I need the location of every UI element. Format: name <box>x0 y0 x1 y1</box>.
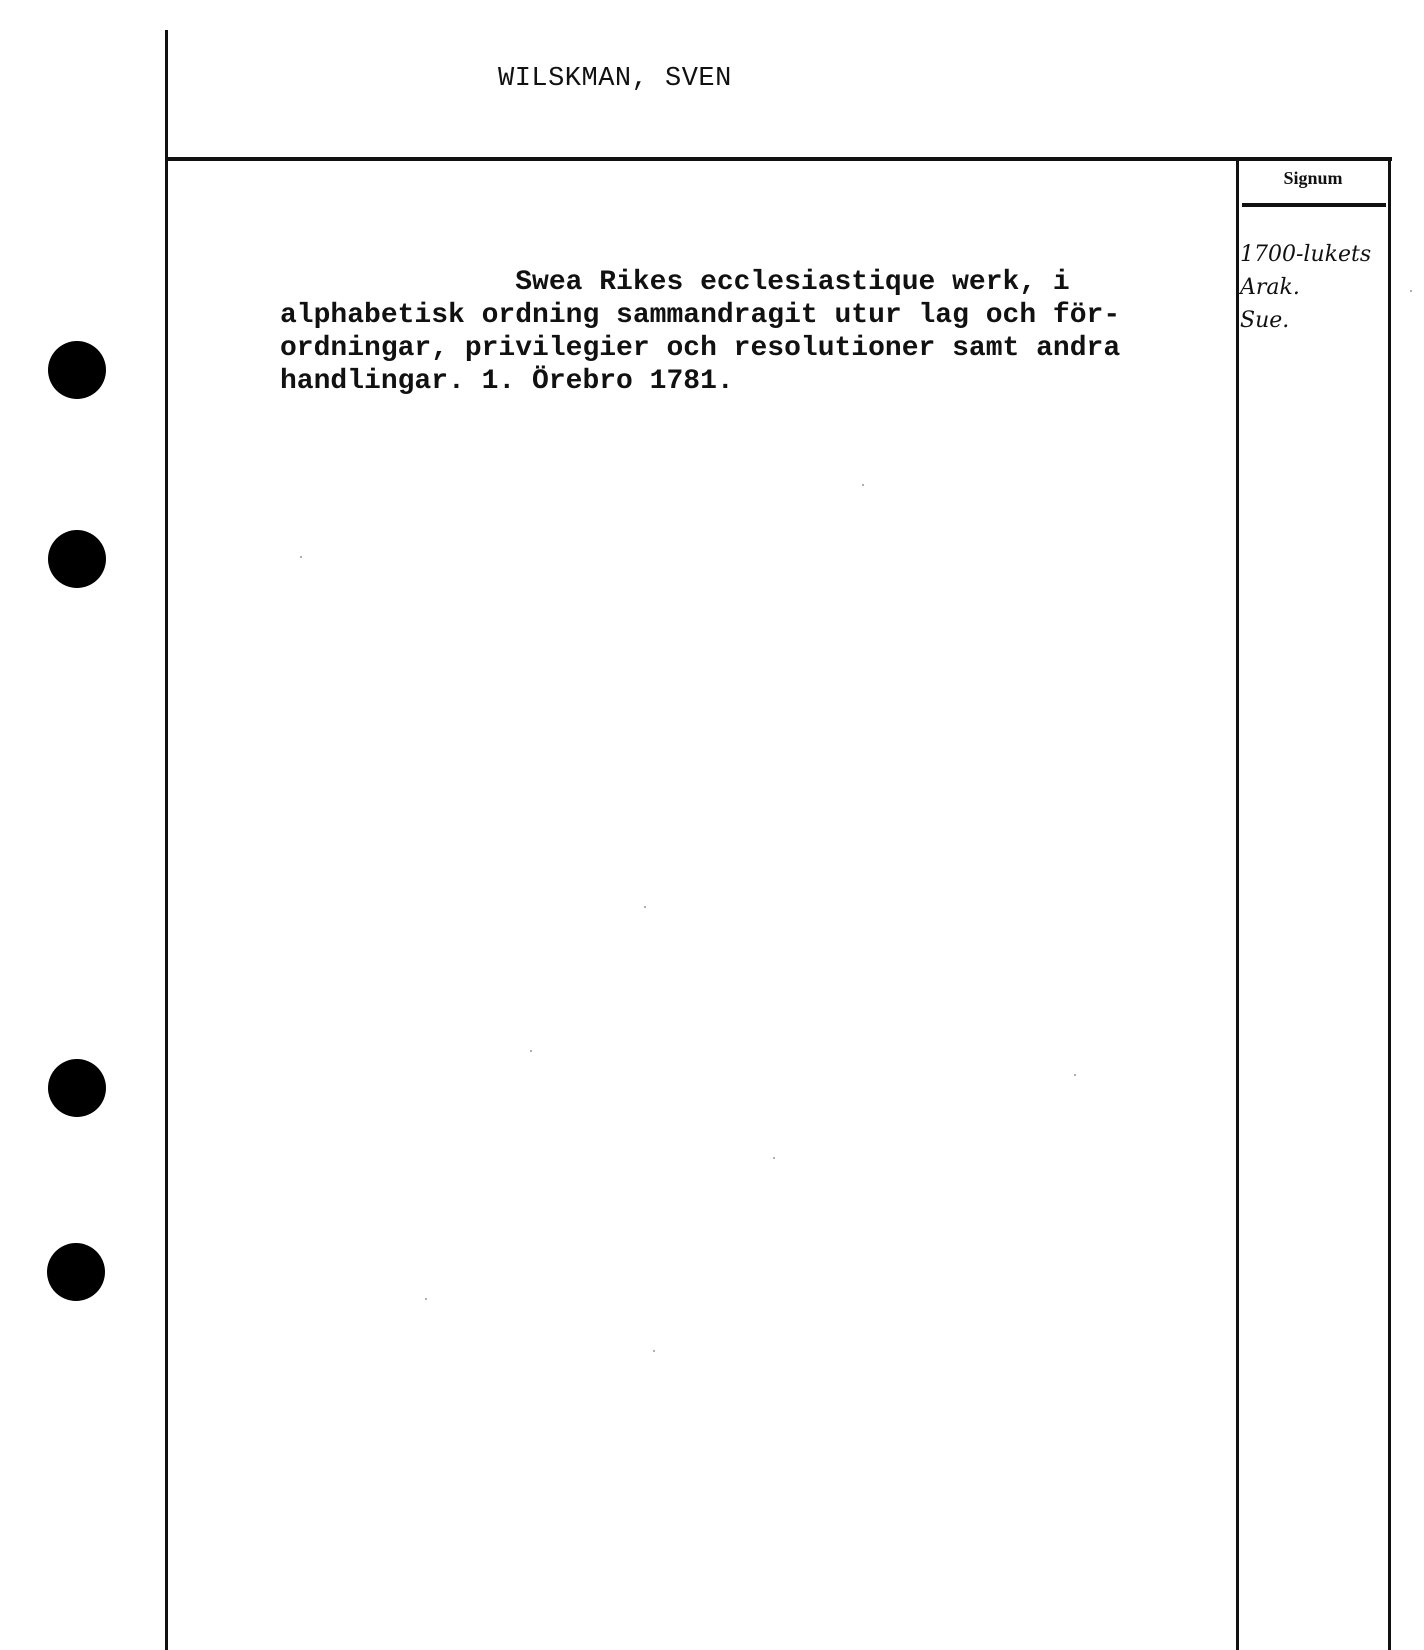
left-margin-rule <box>165 30 168 1650</box>
paper-speck <box>653 1350 655 1352</box>
paper-speck <box>530 1050 532 1052</box>
author-heading: WILSKMAN, SVEN <box>498 64 732 94</box>
punch-hole <box>47 1243 105 1301</box>
signum-column-left-rule <box>1236 159 1239 1650</box>
paper-speck <box>644 906 646 908</box>
paper-speck <box>1074 1074 1076 1076</box>
signum-label: Signum <box>1283 168 1343 188</box>
signum-handwritten-note: 1700-lukets Arak. Sue. <box>1240 242 1372 333</box>
paper-speck <box>425 1298 427 1300</box>
paper-speck <box>1410 290 1412 292</box>
punch-hole <box>48 341 106 399</box>
punch-hole <box>48 1059 106 1117</box>
paper-speck <box>773 1157 775 1159</box>
header-rule <box>168 157 1392 161</box>
paper-speck <box>300 556 302 558</box>
signum-column-right-rule <box>1388 159 1391 1650</box>
paper-speck <box>862 484 864 486</box>
signum-header-rule <box>1242 203 1386 207</box>
punch-hole <box>48 530 106 588</box>
entry-text: Swea Rikes ecclesiastique werk, i alphabetisk ordning sammandragit utur lag och för- ordningar, privilegier och resolutioner samt andra handlingar. 1. Örebro 1781. <box>280 267 1121 397</box>
